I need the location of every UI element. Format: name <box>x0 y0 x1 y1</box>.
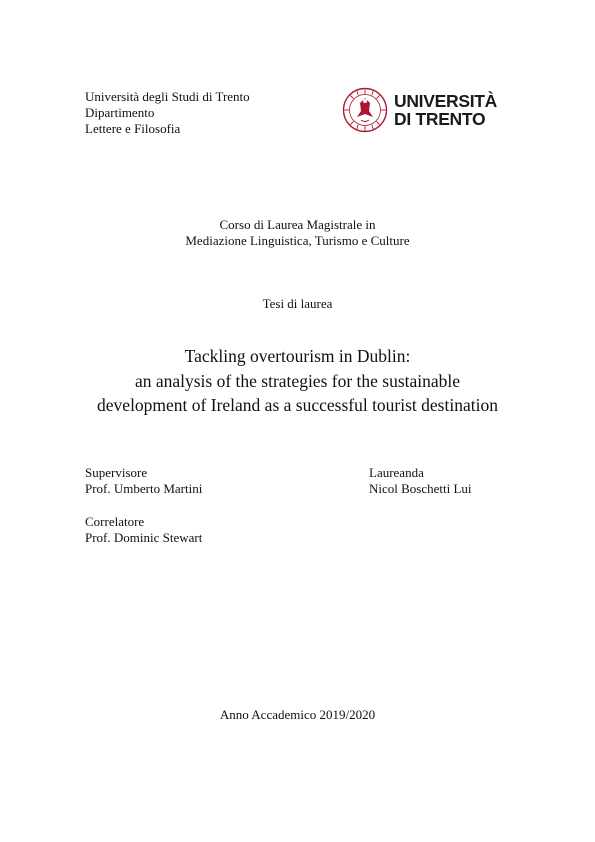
logo-line-1: UNIVERSITÀ <box>394 91 497 111</box>
department-name: Lettere e Filosofia <box>85 121 181 136</box>
thesis-type: Tesi di laurea <box>262 296 333 311</box>
university-name: Università degli Studi di Trento <box>85 89 250 104</box>
thesis-title-line-1: Tackling overtourism in Dublin: <box>184 346 411 366</box>
supervisor-name: Prof. Umberto Martini <box>85 481 203 496</box>
course-line-1: Corso di Laurea Magistrale in <box>219 217 376 232</box>
co-supervisor-name: Prof. Dominic Stewart <box>85 530 203 545</box>
course-line-2: Mediazione Linguistica, Turismo e Culture <box>185 233 410 248</box>
university-logo <box>342 85 497 135</box>
supervisor-label: Supervisore <box>85 465 148 480</box>
department-label: Dipartimento <box>85 105 155 120</box>
candidate-name: Nicol Boschetti Lui <box>369 481 472 496</box>
co-supervisor-label: Correlatore <box>85 514 145 529</box>
candidate-label: Laureanda <box>369 465 424 480</box>
logo-line-2: DI TRENTO <box>394 109 486 129</box>
university-seal-icon <box>342 87 388 133</box>
academic-year: Anno Accademico 2019/2020 <box>219 707 376 722</box>
thesis-title-line-3: development of Ireland as a successful tourist destination <box>97 395 498 415</box>
logo-wordmark <box>394 92 497 128</box>
thesis-title-line-2: an analysis of the strategies for the sustainable <box>134 371 461 391</box>
